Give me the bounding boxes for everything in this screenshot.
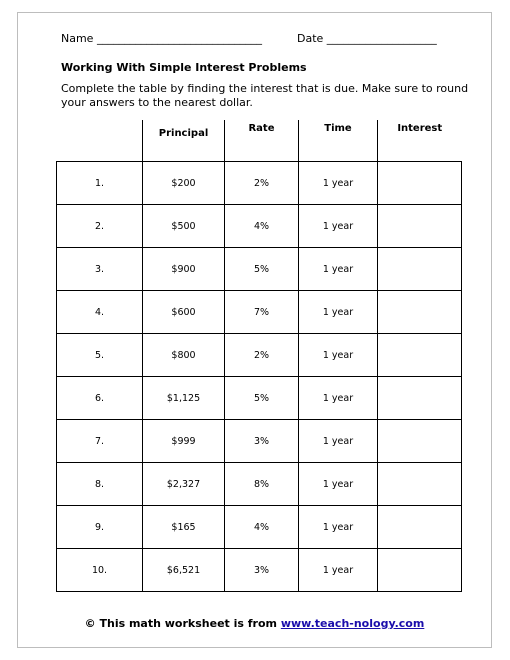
table-row [57, 377, 462, 420]
interest-answer-cell[interactable] [378, 506, 462, 549]
rate-cell: 3% [225, 420, 299, 463]
rate-cell: 2% [225, 334, 299, 377]
table-row [57, 205, 462, 248]
column-header-number [57, 120, 143, 162]
rate-cell: 5% [225, 377, 299, 420]
rate-cell: 4% [225, 506, 299, 549]
time-cell: 1 year [299, 506, 378, 549]
row-number: 8. [57, 463, 143, 506]
row-number: 10. [57, 549, 143, 592]
row-number: 7. [57, 420, 143, 463]
time-cell: 1 year [299, 377, 378, 420]
principal-cell: $6,521 [143, 549, 225, 592]
principal-cell: $800 [143, 334, 225, 377]
time-cell: 1 year [299, 549, 378, 592]
rate-cell: 7% [225, 291, 299, 334]
interest-answer-cell[interactable] [378, 463, 462, 506]
table-row [57, 420, 462, 463]
principal-cell: $600 [143, 291, 225, 334]
rate-cell: 8% [225, 463, 299, 506]
worksheet-page [17, 12, 492, 648]
interest-answer-cell[interactable] [378, 162, 462, 205]
date-field-label: Date ____________________ [297, 32, 437, 45]
column-header-rate: Rate [225, 120, 299, 162]
time-cell: 1 year [299, 162, 378, 205]
interest-answer-cell[interactable] [378, 291, 462, 334]
table-row [57, 248, 462, 291]
principal-cell: $2,327 [143, 463, 225, 506]
interest-answer-cell[interactable] [378, 334, 462, 377]
row-number: 4. [57, 291, 143, 334]
table-row [57, 162, 462, 205]
footer-text: © This math worksheet is from [84, 617, 281, 630]
table-row [57, 334, 462, 377]
time-cell: 1 year [299, 248, 378, 291]
interest-answer-cell[interactable] [378, 420, 462, 463]
table-body [57, 162, 462, 592]
principal-cell: $1,125 [143, 377, 225, 420]
footer [18, 617, 491, 630]
time-cell: 1 year [299, 420, 378, 463]
time-cell: 1 year [299, 463, 378, 506]
table-row [57, 291, 462, 334]
time-cell: 1 year [299, 334, 378, 377]
worksheet-title: Working With Simple Interest Problems [61, 61, 307, 74]
footer-link[interactable]: www.teach-nology.com [280, 617, 425, 630]
name-field-label: Name ______________________________ [61, 32, 262, 45]
principal-cell: $900 [143, 248, 225, 291]
rate-cell: 5% [225, 248, 299, 291]
table-header-row [57, 120, 462, 162]
instructions: Complete the table by finding the interest that is due. Make sure to round your answers to the nearest dollar. [61, 82, 469, 109]
principal-cell: $999 [143, 420, 225, 463]
time-cell: 1 year [299, 291, 378, 334]
principal-cell: $500 [143, 205, 225, 248]
column-header-principal: Principal [143, 120, 225, 162]
column-header-interest: Interest [378, 120, 462, 162]
row-number: 1. [57, 162, 143, 205]
rate-cell: 4% [225, 205, 299, 248]
row-number: 3. [57, 248, 143, 291]
interest-answer-cell[interactable] [378, 205, 462, 248]
row-number: 9. [57, 506, 143, 549]
principal-cell: $200 [143, 162, 225, 205]
interest-answer-cell[interactable] [378, 248, 462, 291]
row-number: 2. [57, 205, 143, 248]
row-number: 5. [57, 334, 143, 377]
rate-cell: 2% [225, 162, 299, 205]
interest-answer-cell[interactable] [378, 549, 462, 592]
rate-cell: 3% [225, 549, 299, 592]
interest-table [56, 120, 462, 592]
table-row [57, 549, 462, 592]
column-header-time: Time [299, 120, 378, 162]
table-row [57, 463, 462, 506]
interest-answer-cell[interactable] [378, 377, 462, 420]
principal-cell: $165 [143, 506, 225, 549]
row-number: 6. [57, 377, 143, 420]
table-row [57, 506, 462, 549]
time-cell: 1 year [299, 205, 378, 248]
